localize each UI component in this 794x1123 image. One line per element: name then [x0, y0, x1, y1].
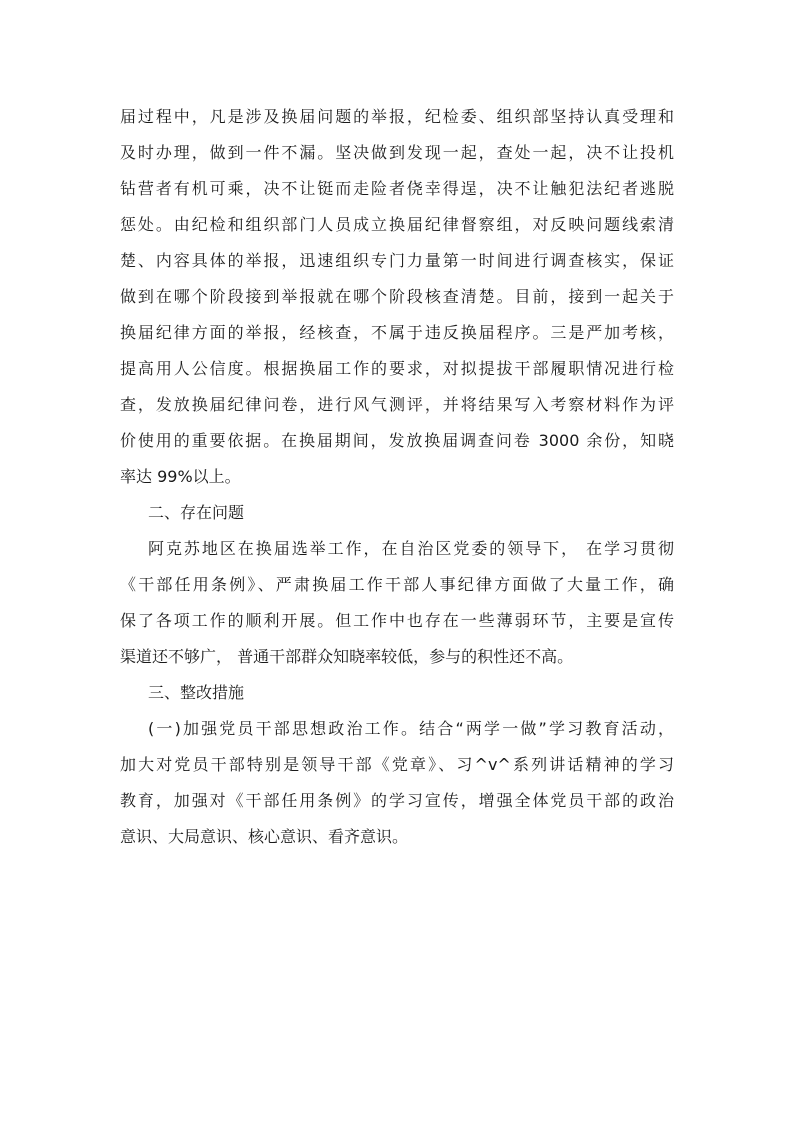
- text-line: 渠道还不够广， 普通干部群众知晓率较低，参与的积性还不高。: [120, 647, 574, 666]
- text-line: 提高用人公信度。根据换届工作的要求，对拟提拔干部履职情况进行检: [120, 359, 674, 378]
- section-heading-existing-problems: 二、存在问题: [148, 503, 245, 522]
- text-line: 价使用的重要依据。在换届期间，发放换届调查问卷 3000 余份，知晓: [120, 431, 674, 450]
- paragraph-rectification-measures: [120, 711, 674, 855]
- text-line: 阿克苏地区在换届选举工作，在自治区党委的领导下， 在学习贯彻: [148, 539, 674, 558]
- text-line: (一)加强党员干部思想政治工作。结合“两学一做”学习教育活动，: [148, 719, 674, 738]
- text-line: 换届纪律方面的举报，经核查，不属于违反换届程序。三是严加考核，: [120, 323, 674, 342]
- text-line: 届过程中，凡是涉及换届问题的举报，纪检委、组织部坚持认真受理和: [120, 107, 674, 126]
- text-line: 楚、内容具体的举报，迅速组织专门力量第一时间进行调查核实，保证: [120, 251, 674, 270]
- text-line: 率达 99%以上。: [120, 467, 241, 486]
- text-line: 教育，加强对《干部任用条例》的学习宣传，增强全体党员干部的政治: [120, 791, 674, 810]
- text-line: 意识、大局意识、核心意识、看齐意识。: [120, 827, 409, 846]
- text-line: 保了各项工作的顺利开展。但工作中也存在一些薄弱环节，主要是宣传: [120, 611, 674, 630]
- document-body: [120, 99, 674, 855]
- text-line: 查，发放换届纪律问卷，进行风气测评，并将结果写入考察材料作为评: [120, 395, 674, 414]
- section-heading-rectification-measures: 三、整改措施: [148, 683, 245, 702]
- text-line: 做到在哪个阶段接到举报就在哪个阶段核查清楚。目前，接到一起关于: [120, 287, 674, 306]
- text-line: 《干部任用条例》、严肃换届工作干部人事纪律方面做了大量工作，确: [120, 575, 674, 594]
- paragraph-existing-problems: [120, 531, 674, 675]
- text-line: 加大对党员干部特别是领导干部《党章》、习^v^系列讲话精神的学习: [120, 755, 674, 774]
- text-line: 钻营者有机可乘，决不让铤而走险者侥幸得逞，决不让触犯法纪者逃脱: [120, 179, 674, 198]
- text-line: 及时办理，做到一件不漏。坚决做到发现一起，查处一起，决不让投机: [120, 143, 674, 162]
- text-line: 惩处。由纪检和组织部门人员成立换届纪律督察组，对反映问题线索清: [120, 215, 674, 234]
- paragraph-report-handling: [120, 99, 674, 495]
